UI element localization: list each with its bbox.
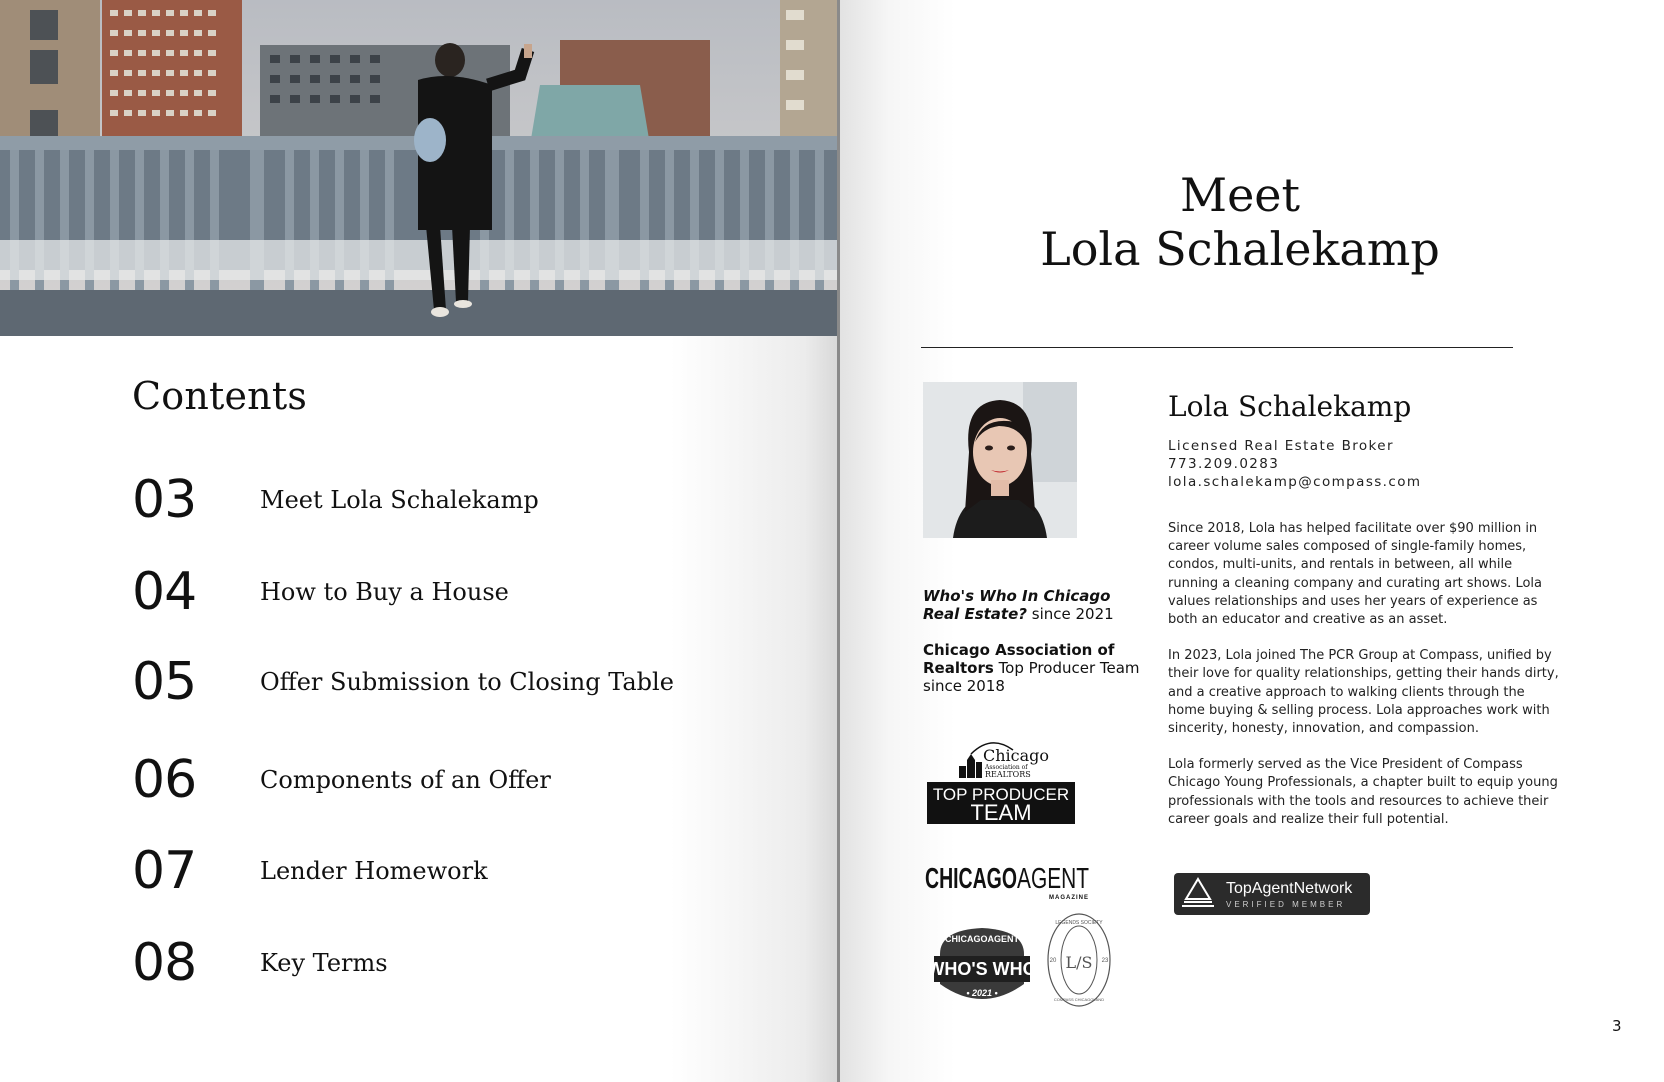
divider xyxy=(921,347,1513,348)
whos-who-2021-badge xyxy=(930,924,1034,1014)
agent-email[interactable]: lola.schalekamp@compass.com xyxy=(1168,474,1422,490)
triangle-logo-icon xyxy=(1186,879,1210,899)
toc-label: Lender Homework xyxy=(260,857,488,885)
toc-page-number: 03 xyxy=(132,470,197,530)
ww-year-text: • 2021 • xyxy=(966,988,998,998)
tan-sub-text: VERIFIED MEMBER xyxy=(1226,900,1346,909)
award-car xyxy=(923,641,1143,695)
award-detail: since 2021 xyxy=(1026,605,1114,623)
contact-info xyxy=(1168,437,1421,491)
award-title: Who's Who In Chicago Real Estate? xyxy=(923,587,1111,623)
chicago-realtors-mark xyxy=(927,730,1077,826)
heading-line-1: Meet xyxy=(1179,168,1301,222)
ca-bold-text: CHICAGO xyxy=(925,863,1017,895)
legends-society-graphic xyxy=(1046,912,1112,1008)
heading-line-2: Lola Schalekamp xyxy=(1040,222,1440,276)
toc-page-number: 05 xyxy=(132,652,197,712)
ls-ring-text: LEGENDS SOCIETY xyxy=(1055,920,1103,926)
hero-photo xyxy=(0,0,837,336)
toc-item[interactable] xyxy=(132,652,732,722)
top-agent-network-badge xyxy=(1174,873,1370,915)
toc-item[interactable] xyxy=(132,470,732,540)
agent-name: Lola Schalekamp xyxy=(1168,390,1412,423)
agent-phone[interactable]: 773.209.0283 xyxy=(1168,456,1280,472)
agent-title: Licensed Real Estate Broker xyxy=(1168,438,1394,454)
toc-item[interactable] xyxy=(132,750,732,820)
chicago-agent-logo xyxy=(925,858,1105,904)
car-realtors-text: REALTORS xyxy=(985,770,1031,779)
page-heading xyxy=(1010,168,1470,276)
toc-page-number: 07 xyxy=(132,841,197,901)
car-top-producer-text: TOP PRODUCER xyxy=(932,785,1070,804)
chicago-agent-wordmark xyxy=(925,858,1105,904)
top-agent-network-graphic xyxy=(1174,873,1370,915)
toc-item[interactable] xyxy=(132,841,732,911)
toc-item[interactable] xyxy=(132,933,732,1003)
chicago-realtors-logo xyxy=(927,730,1077,826)
tan-name-text: TopAgentNetwork xyxy=(1226,880,1353,897)
ww-main-text: WHO'S WHO xyxy=(930,959,1034,979)
award-whos-who xyxy=(923,587,1143,623)
portrait-illustration xyxy=(923,382,1077,538)
toc-label: How to Buy a House xyxy=(260,578,509,606)
legends-society-badge xyxy=(1046,912,1112,1008)
award-detail: Top Producer Team since 2018 xyxy=(923,659,1140,695)
bio-paragraph: In 2023, Lola joined The PCR Group at Compass, unified by their love for quality relationships, getting their hands dirty, and a creative approach to walking clients through the home buying & selling process. Lola approaches work with sincerity, honesty, innovation, and compassion. xyxy=(1168,648,1559,737)
toc-page-number: 08 xyxy=(132,933,197,993)
toc-label: Components of an Offer xyxy=(260,766,551,794)
contents-title: Contents xyxy=(132,374,308,418)
toc-page-number: 04 xyxy=(132,562,197,622)
ca-light-text: AGENT xyxy=(1017,863,1090,895)
car-team-text: TEAM xyxy=(970,800,1032,825)
car-assoc-text: Association of xyxy=(985,764,1028,771)
ls-year-right: 23 xyxy=(1101,958,1109,964)
whos-who-badge-graphic xyxy=(930,924,1034,1014)
toc-page-number: 06 xyxy=(132,750,197,810)
bio-paragraph: Lola formerly served as the Vice President of Compass Chicago Young Professionals, a chapter built to equip young professionals with the tools and resources to achieve their career goals and realize their full potential. xyxy=(1168,757,1558,827)
ls-letters-text: L/S xyxy=(1065,953,1093,972)
toc-label: Key Terms xyxy=(260,949,388,977)
agent-portrait xyxy=(923,382,1077,538)
ls-year-left: 20 xyxy=(1049,958,1057,964)
ls-bottom-text: COMPASS CHICAGOLAND xyxy=(1053,997,1105,1002)
rooftop-photo-illustration xyxy=(0,0,837,336)
toc-label: Offer Submission to Closing Table xyxy=(260,668,674,696)
agent-bio xyxy=(1168,520,1560,847)
ww-top-text: CHICAGOAGENT xyxy=(945,934,1019,944)
page-number: 3 xyxy=(1612,1017,1622,1035)
ca-magazine-text: MAGAZINE xyxy=(1049,895,1089,901)
toc-item[interactable] xyxy=(132,562,732,632)
car-chicago-text: Chicago xyxy=(983,746,1050,765)
award-title: Chicago Association of Realtors xyxy=(923,641,1115,677)
toc-label: Meet Lola Schalekamp xyxy=(260,486,539,514)
bio-paragraph: Since 2018, Lola has helped facilitate over $90 million in career volume sales composed of single-family homes, condos, multi-units, and rentals in between, all while running a cleaning company and curating art shows. Lola values relationships and uses her years of experience as both an educator and creative as an asset. xyxy=(1168,521,1542,628)
